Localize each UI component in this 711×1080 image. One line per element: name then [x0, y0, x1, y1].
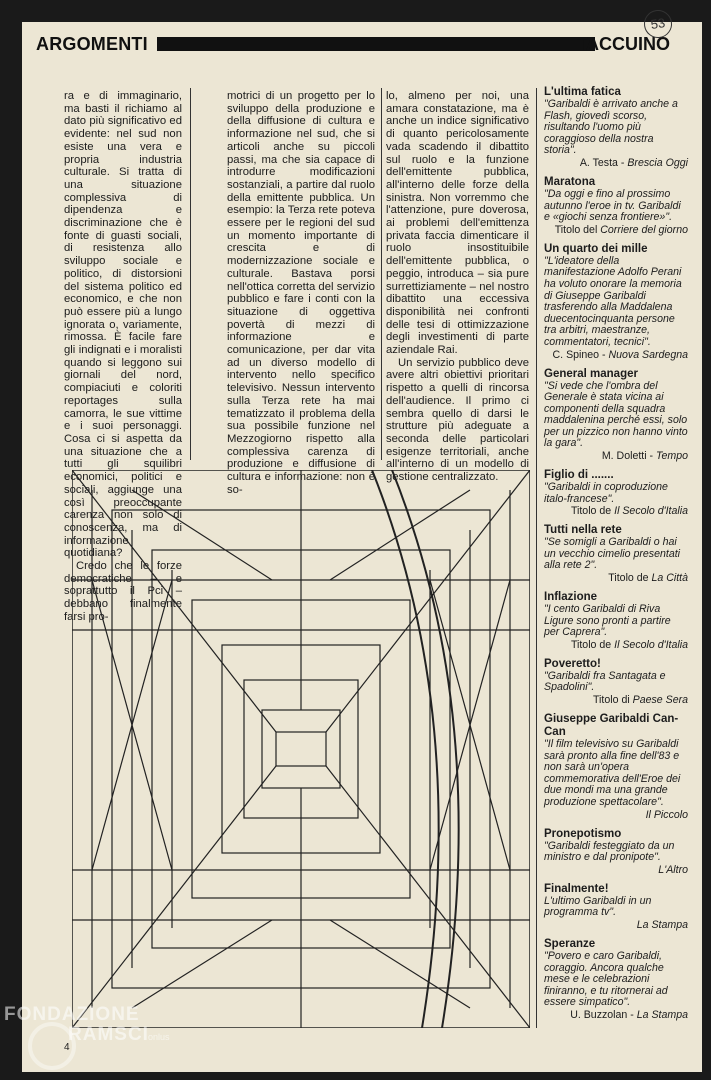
entry-source-prefix: C. Spineo -: [552, 348, 609, 361]
entry-source-prefix: U. Buzzolan -: [570, 1008, 637, 1021]
entry-source-publication: Corriere del giorno: [600, 223, 688, 236]
watermark-line-2: RAMSCI: [68, 1024, 149, 1045]
entry-quote: "Garibaldi in coproduzione italo-francese".: [544, 481, 668, 505]
section-title-taccuino: TACCUINO: [576, 34, 670, 54]
entry-title: General manager: [544, 367, 638, 380]
entry-title: Poveretto!: [544, 657, 601, 670]
entry-quote: "Povero e caro Garibaldi, coraggio. Ancora qualche mese e le celebrazioni finiranno, e tu ritornerai ad essere simpatico".: [544, 949, 668, 1009]
entry-source: [544, 864, 688, 876]
entry-source: [544, 639, 688, 651]
taccuino-entry: [544, 938, 688, 1021]
entry-source-publication: Il Secolo d'Italia: [614, 638, 688, 651]
entry-title: Figlio di .......: [544, 469, 614, 482]
entry-source: [544, 694, 688, 706]
entry-source-prefix: M. Doletti -: [601, 450, 656, 463]
paragraph: lo, almeno per noi, una amara constatazione, ma è anche un indice significativo di quanto pericolosamente vada scadendo il dibattito sul ruolo e la funzione dell'emittente pubblica, all'interno delle forze della sinistra. Non vorremmo che l'attenzione, pure doverosa, ai problemi dell'emittenza privata faccia dimenticare il ruolo insostituibile dell'emittente pubblica, o peggio, introduca – sia pure surrettiziamente – nel nostro dibattito una eccessiva disponibilità nei confronti delle tesi di ottimizzazione degli investimenti di parte aziendale Rai.: [386, 90, 529, 357]
entry-source-publication: Brescia Oggi: [627, 156, 688, 169]
column-divider: [536, 88, 537, 1028]
taccuino-entry: [544, 368, 688, 463]
entry-source-publication: Il Secolo d'Italia: [614, 505, 688, 518]
entry-quote: "Garibaldi fra Santagata e Spadolini".: [544, 669, 666, 694]
entry-quote: "Garibaldi festeggiato da un ministro e dal pronipote".: [544, 839, 675, 864]
entry-title: Speranze: [544, 937, 596, 950]
taccuino-entry: [544, 883, 688, 931]
entry-source-prefix: Titolo de: [608, 572, 652, 585]
entry-quote: "Da oggi e fino al prossimo autunno l'eroe in tv. Garibaldi e «giochi senza frontiere»".: [544, 187, 681, 224]
taccuino-entry: [544, 591, 688, 651]
entry-quote: "Si vede che l'ombra del Generale è stata vicina ai componenti della squadra maddalenina perché essi, solo per un pizzico non hanno vinto la gara".: [544, 379, 688, 450]
entry-title: Pronepotismo: [544, 827, 622, 840]
entry-title: L'ultima fatica: [544, 86, 621, 98]
entry-quote: L'ultimo Garibaldi in un programma tv".: [544, 894, 652, 919]
entry-source-publication: La Stampa: [636, 918, 688, 931]
taccuino-entry: [544, 713, 688, 821]
entry-source-prefix: A. Testa -: [579, 156, 628, 169]
entry-title: Inflazione: [544, 591, 598, 604]
page-number: 4: [64, 1042, 70, 1053]
entry-source-prefix: Titolo di: [592, 694, 633, 706]
entry-quote: "Garibaldi è arrivato anche a Flash, giovedì scorso, risultando l'uomo più coraggioso della nostra storia".: [544, 98, 678, 157]
entry-source: [544, 224, 688, 236]
paragraph: motrici di un progetto per lo sviluppo della produzione e della diffusione di cultura e informazione nel sud, che si articoli anche su piccoli passi, ma che sia capace di introdurre modificazioni sostanziali, a partire dal ruolo della emittente pubblica. Un esempio: la Terza rete poteva essere per le regioni del sud un momento importante di crescita e di modernizzazione sociale e culturale. Bastava porsi nell'ottica corretta del servizio pubblico e fare i conti con la situazione di oggettiva povertà di mezzi di informazione e comunicazione, per dar vita ad un diverso modello di intervento nello specifico televisivo. Nessun intervento sulla Terza rete ha mai tematizzato il problema della sua possibile funzione nel Mezzogiorno rispetto alla complessiva carenza di produzione e diffusione di cultura e informazione: non è so-: [227, 90, 375, 496]
entry-source: [544, 572, 688, 584]
paragraph: Un servizio pubblico deve avere altri obiettivi prioritari rispetto a quelli di rincorsa dell'audience. Il primo ci sembra quello di darsi le strutture più adeguate a seconda delle particolari esigenze territoriali, anche all'interno di un modello di gestione centralizzato.: [386, 356, 529, 484]
entry-source: [544, 349, 688, 361]
entry-title: Tutti nella rete: [544, 524, 622, 537]
handwritten-page-number: 53: [642, 8, 674, 40]
watermark-line-3: onlus: [148, 1032, 170, 1042]
entry-title: Giuseppe Garibaldi Can-Can: [544, 713, 679, 738]
taccuino-entry: [544, 658, 688, 706]
taccuino-entry: [544, 469, 688, 517]
entry-source-publication: Paese Sera: [632, 694, 688, 706]
entry-source-publication: Tempo: [656, 450, 688, 463]
taccuino-entry: [544, 828, 688, 876]
entry-source-prefix: Titolo de: [570, 638, 615, 651]
taccuino-sidebar: [544, 86, 688, 1028]
entry-source-prefix: Titolo del: [554, 223, 601, 236]
header-black-bar: [157, 37, 595, 51]
page-header: [36, 15, 674, 58]
paragraph: Credo che le forze democratiche – e soprattutto il Pci – debbano finalmente farsi pro-: [64, 560, 182, 623]
entry-source-publication: Il Piccolo: [645, 808, 688, 821]
taccuino-entry: [544, 176, 688, 236]
entry-source: [544, 919, 688, 931]
article-column-3: [386, 90, 529, 484]
illustration-wooden-lattice: [72, 470, 530, 1028]
entry-source: [544, 157, 688, 169]
taccuino-entry: [544, 524, 688, 584]
entry-source-prefix: Titolo de: [570, 505, 615, 518]
entry-quote: "L'ideatore della manifestazione Adolfo Perani ha voluto onorare la memoria di Giuseppe Garibaldi trasferendo alla Maddalena duecentocinquanta persone tra arbitri, maestranze, commentatori, tecnici".: [544, 254, 682, 348]
entry-quote: "I cento Garibaldi di Riva Ligure sono pronti a partire per Caprera".: [544, 603, 671, 639]
entry-source-publication: La Stampa: [636, 1008, 688, 1021]
entry-source: [544, 1009, 688, 1021]
taccuino-entry: [544, 243, 688, 361]
section-title-argomenti: ARGOMENTI: [36, 34, 148, 54]
column-divider: [381, 88, 382, 460]
entry-source-publication: La Città: [651, 572, 688, 585]
article-column-2: [227, 90, 375, 497]
column-divider: [190, 88, 191, 460]
entry-title: Maratona: [544, 175, 596, 188]
entry-source-publication: L'Altro: [658, 863, 688, 876]
entry-title: Un quarto dei mille: [544, 242, 648, 255]
watermark-line-1: FONDAZIONE: [4, 1004, 140, 1025]
entry-source: [544, 450, 688, 462]
entry-source: [544, 809, 688, 821]
entry-source: [544, 505, 688, 517]
entry-source-publication: Nuova Sardegna: [608, 348, 688, 361]
taccuino-entry: [544, 86, 688, 169]
entry-quote: "Il film televisivo su Garibaldi sarà pronto alla fine dell'83 e non sarà un'opera commemorativa dell'Eroe dei due mondi ma una grande produzione spettacolare".: [544, 738, 681, 808]
entry-title: Finalmente!: [544, 882, 609, 895]
entry-quote: "Se somigli a Garibaldi o hai un vecchio cimelio presentati alla rete 2".: [544, 536, 681, 572]
paragraph: ra e di immaginario, ma basti il richiamo al dato più significativo ed evidente: nel sud non esiste una vera e propria industria culturale. Si tratta di una situazione complessiva di dipendenza e discriminazione che è fonte di guasti sociali, di resistenza allo sviluppo sociale e politico, di distorsioni del sistema politico ed economico, e che non può essere più a lungo ignorata o, variamente, rimossa. È facile fare gli indignati e i moralisti quando si leggono sui giornali del nord, compiaciuti e coloriti reportages sulla camorra, le sue vittime e i suoi personaggi. Cosa ci si aspetta da una situazione che a tutti gli squilibri economici, politici e sociali, aggiunge una così preoccupante carenza non solo di conoscenza, ma di informazione quotidiana?: [64, 90, 182, 560]
